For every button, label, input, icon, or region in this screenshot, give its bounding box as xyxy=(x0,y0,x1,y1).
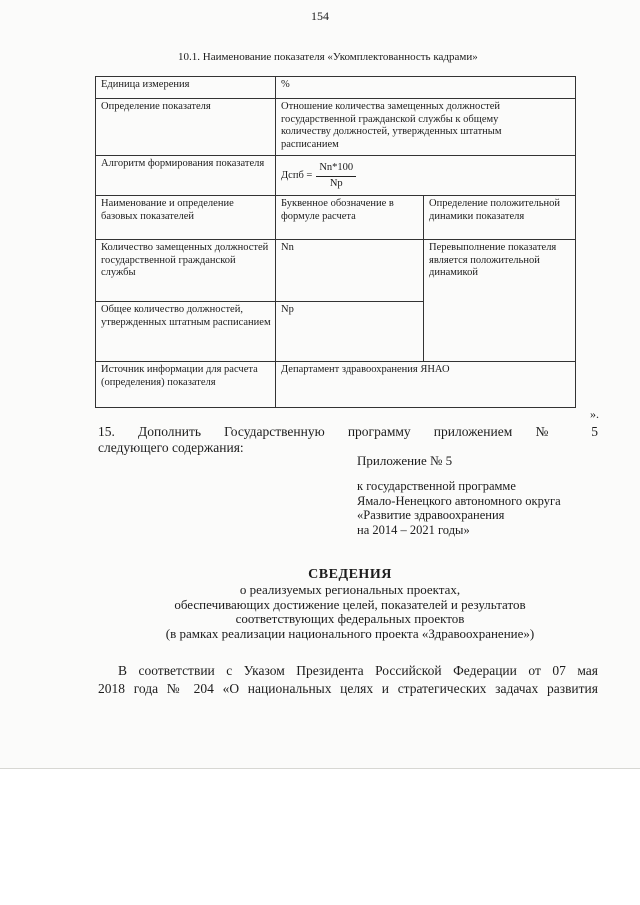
table-row xyxy=(96,362,576,408)
blank-area xyxy=(0,769,640,905)
row1-symbol: Nn xyxy=(276,240,424,302)
appendix-title: Приложение № 5 xyxy=(357,453,453,468)
definition-value-text: Отношение количества замещенных должностей государственной гражданской службы к общему количеству должностей, утвержденных штатным расписанием xyxy=(281,101,502,150)
formula-fraction xyxy=(316,162,356,190)
row2-symbol: Np xyxy=(276,302,424,362)
appendix-line: на 2014 – 2021 годы» xyxy=(357,522,470,537)
header-col2: Буквенное обозначение в формуле расчета xyxy=(276,196,424,240)
definition-value xyxy=(276,99,576,156)
positive-dynamics: Перевыполнение показателя является положительной динамикой xyxy=(424,240,576,362)
definition-label: Определение показателя xyxy=(96,99,276,156)
section-heading: СВЕДЕНИЯ xyxy=(308,567,392,582)
formula-denominator: Np xyxy=(329,177,343,189)
page-number: 154 xyxy=(311,9,329,23)
formula xyxy=(281,158,571,190)
unit-label: Единица измерения xyxy=(96,77,276,99)
subheading-line: обеспечивающих достижение целей, показателей и результатов xyxy=(174,596,526,612)
table-row xyxy=(96,99,576,156)
row1-name: Количество замещенных должностей государственной гражданской службы xyxy=(96,240,276,302)
formula-lhs: Дспб = xyxy=(281,169,313,181)
subheading-line: о реализуемых региональных проектах, xyxy=(239,582,461,597)
appendix-line: к государственной программе xyxy=(357,479,516,493)
body-line: В соответствии с Указом Президента Российской Федерации от 07 мая xyxy=(118,663,598,678)
body-paragraph xyxy=(98,662,598,698)
item-15-line1: 15. Дополнить Государственную программу приложением № 5 xyxy=(98,424,598,439)
table-title: 10.1. Наименование показателя «Укомплектованность кадрами» xyxy=(178,51,478,63)
appendix-subtitle xyxy=(357,479,561,537)
indicator-table xyxy=(95,76,576,408)
source-value: Департамент здравоохранения ЯНАО xyxy=(276,362,576,408)
algorithm-label: Алгоритм формирования показателя xyxy=(96,156,276,196)
header-col1: Наименование и определение базовых показателей xyxy=(96,196,276,240)
subheading-line: соответствующих федеральных проектов xyxy=(235,611,465,626)
header-col3: Определение положительной динамики показателя xyxy=(424,196,576,240)
appendix-line: Ямало-Ненецкого автономного округа xyxy=(357,493,561,508)
appendix-line: «Развитие здравоохранения xyxy=(357,508,505,523)
section-subheading xyxy=(0,583,640,641)
subheading-line: (в рамках реализации национального проекта «Здравоохранение») xyxy=(165,625,535,641)
unit-value: % xyxy=(276,77,576,99)
table-row xyxy=(96,196,576,240)
body-line: 2018 года № 204 «О национальных целях и стратегических задачах развития xyxy=(98,681,598,696)
item-15-line2: следующего содержания: xyxy=(98,440,244,455)
formula-cell xyxy=(276,156,576,196)
formula-numerator: Nn*100 xyxy=(316,162,356,177)
table-row xyxy=(96,240,576,302)
table-row xyxy=(96,156,576,196)
closing-quote: ». xyxy=(590,407,599,421)
source-label: Источник информации для расчета (определения) показателя xyxy=(96,362,276,408)
row2-name: Общее количество должностей, утвержденных штатным расписанием xyxy=(96,302,276,362)
table-row xyxy=(96,77,576,99)
